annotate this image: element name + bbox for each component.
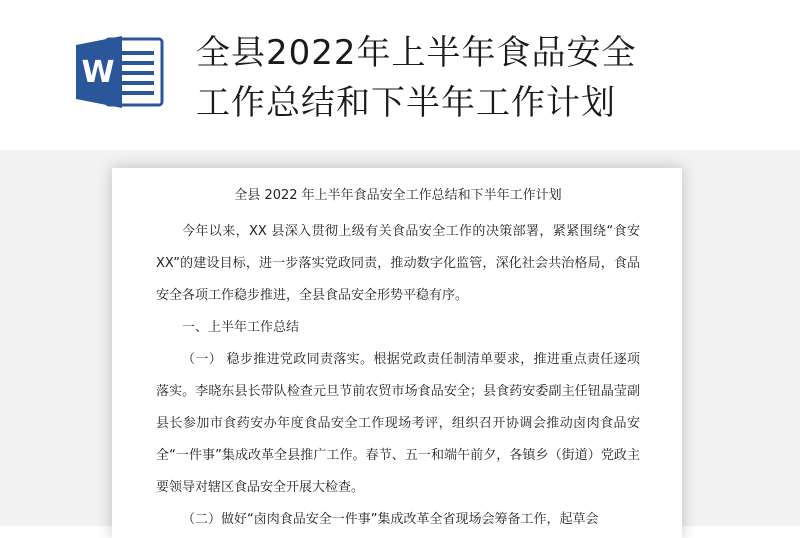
paragraph-intro: 今年以来，XX 县深入贯彻上级有关食品安全工作的决策部署，紧紧围绕“食安 XX”的建设目标，进一步落实党政同责，推动数字化监管，深化社会共治格局，食品安全各项工作稳步推进，全县食品安全形势平稳有序。	[156, 224, 640, 303]
word-icon-letter: W	[81, 55, 115, 90]
document-title: 全县 2022 年上半年食品安全工作总结和下半年工作计划	[234, 188, 562, 203]
page-title	[196, 28, 716, 128]
page-title-line-2: 工作总结和下半年工作计划	[196, 83, 616, 123]
header	[0, 0, 800, 150]
document-page	[112, 168, 682, 538]
word-icon	[76, 33, 164, 111]
paragraph-item-1: （一） 稳步推进党政同责落实。根据党政责任制清单要求，推进重点责任逐项落实。李晓东县长带队检查元旦节前农贸市场食品安全；县食药安委副主任钮晶莹副县长参加市食药安办年度食品安全工作现场考评，组织召开协调会推动卤肉食品安全“一件事”集成改革全县推广工作。春节、五一和端午前夕，各镇乡（街道）党政主要领导对辖区食品安全开展大检查。	[156, 352, 640, 495]
document-body	[156, 182, 640, 536]
section-heading: 一、上半年工作总结	[182, 320, 300, 335]
paragraph-item-2: （二）做好“卤肉食品安全一件事”集成改革全省现场会筹备工作，起草会	[182, 512, 599, 527]
page-title-line-1: 全县2022年上半年食品安全	[196, 33, 637, 73]
